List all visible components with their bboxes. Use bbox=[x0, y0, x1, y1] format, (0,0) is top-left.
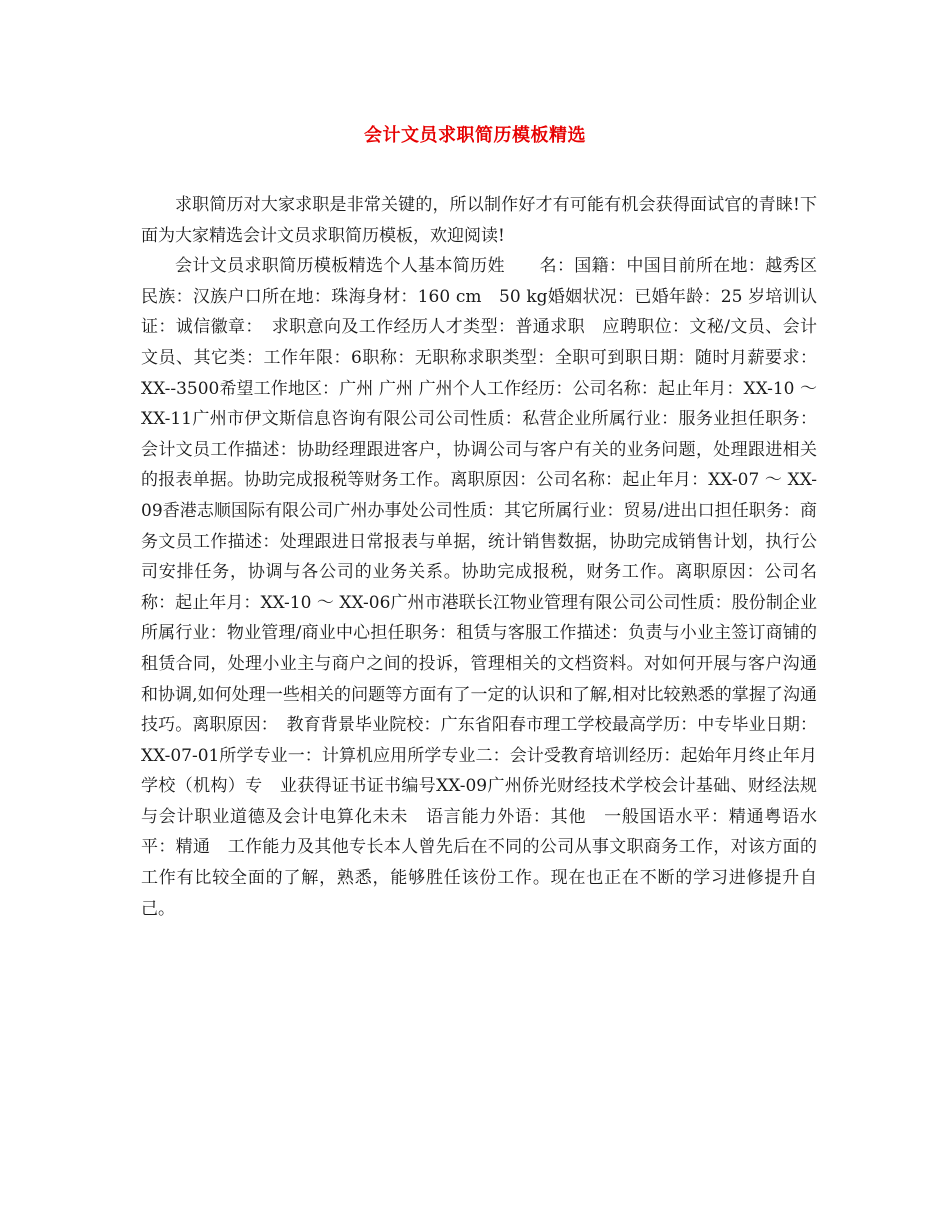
document-body bbox=[141, 190, 817, 924]
intro-paragraph: 求职简历对大家求职是非常关键的，所以制作好才有可能有机会获得面试官的青睐!下面为大家精选会计文员求职简历模板，欢迎阅读! bbox=[141, 195, 817, 246]
resume-paragraph: 会计文员求职简历模板精选个人基本简历姓 名：国籍：中国目前所在地：越秀区民族：汉族户口所在地：珠海身材：160 cm 50 kg婚姻状况：已婚年龄：25 岁培训认证：诚信徽章： 求职意向及工作经历人才类型：普通求职 应聘职位：文秘/文员、会计文员、其它类：工作年限：6职称：无职称求职类型：全职可到职日期：随时月薪要求：XX--3500希望工作地区：广州 广州 广州个人工作经历：公司名称：起止年月：XX-10 ～ XX-11广州市伊文斯信息咨询有限公司公司性质：私营企业所属行业：服务业担任职务：会计文员工作描述：协助经理跟进客户，协调公司与客户有关的业务问题，处理跟进相关的报表单据。协助完成报税等财务工作。离职原因：公司名称：起止年月：XX-07 ～ XX-09香港志顺国际有限公司广州办事处公司性质：其它所属行业：贸易/进出口担任职务：商务文员工作描述：处理跟进日常报表与单据，统计销售数据，协助完成销售计划，执行公司安排任务，协调与各公司的业务关系。协助完成报税，财务工作。离职原因：公司名称：起止年月：XX-10 ～ XX-06广州市港联长江物业管理有限公司公司性质：股份制企业所属行业：物业管理/商业中心担任职务：租赁与客服工作描述：负责与小业主签订商铺的租赁合同，处理小业主与商户之间的投诉，管理相关的文档资料。对如何开展与客户沟通和协调,如何处理一些相关的问题等方面有了一定的认识和了解,相对比较熟悉的掌握了沟通技巧。离职原因： 教育背景毕业院校：广东省阳春市理工学校最高学历：中专毕业日期：XX-07-01所学专业一：计算机应用所学专业二：会计受教育培训经历：起始年月终止年月学校（机构）专 业获得证书证书编号XX-09广州侨光财经技术学校会计基础、财经法规与会计职业道德及会计电算化未未 语言能力外语：其他 一般国语水平：精通粤语水平：精通 工作能力及其他专长本人曾先后在不同的公司从事文职商务工作，对该方面的工作有比较全面的了解，熟悉，能够胜任该份工作。现在也正在不断的学习进修提升自己。 bbox=[141, 256, 817, 919]
document-title: 会计文员求职简历模板精选 bbox=[364, 125, 586, 146]
